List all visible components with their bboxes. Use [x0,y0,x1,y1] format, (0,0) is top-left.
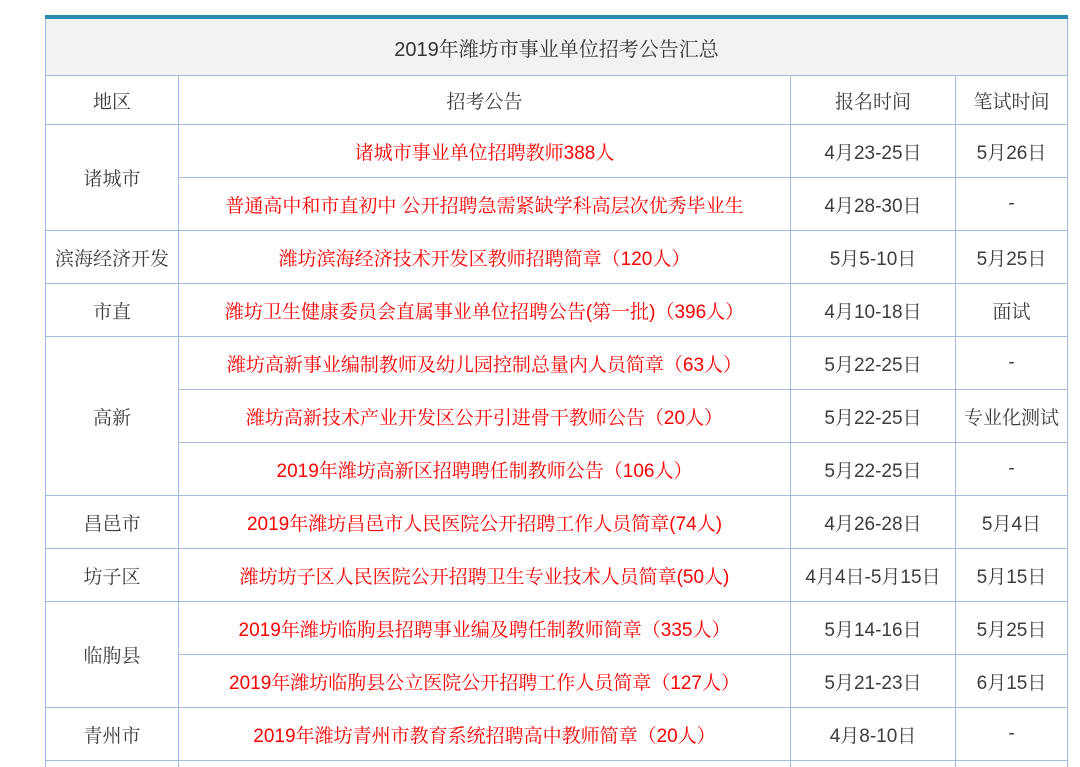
page-title: 2019年潍坊市事业单位招考公告汇总 [46,17,1068,76]
exam-time-cell: 专业化测试 [956,390,1068,443]
exam-time-cell: - [956,337,1068,390]
signup-time-cell: 5月21-23日 [791,655,956,708]
table-row [46,178,1068,231]
table-title-row [46,17,1068,76]
table-row [46,655,1068,708]
announcement-link[interactable]: 普通高中和市直初中 公开招聘急需紧缺学科高层次优秀毕业生 [225,195,744,217]
col-header-exam-time: 笔试时间 [956,76,1068,125]
exam-time-cell: 5月15日 [956,549,1068,602]
table-row [46,284,1068,337]
exam-time-cell: 6月15日 [956,655,1068,708]
table-row [46,708,1068,761]
announcement-cell [179,549,791,602]
region-cell: 高新 [46,337,179,496]
region-cell: 市直 [46,284,179,337]
exam-time-cell: 面试 [956,284,1068,337]
signup-time-cell: 4月8-10日 [791,708,956,761]
signup-time-cell: 5月22-25日 [791,337,956,390]
announcement-link[interactable]: 诸城市事业单位招聘教师388人 [354,142,615,164]
exam-time-cell: 5月25日 [956,602,1068,655]
announcement-link[interactable]: 潍坊高新事业编制教师及幼儿园控制总量内人员简章（63人） [226,354,743,376]
table-row [46,125,1068,178]
signup-time-cell: 5月22-25日 [791,390,956,443]
announcement-link[interactable]: 2019年潍坊临朐县公立医院公开招聘工作人员简章（127人） [229,672,740,694]
table-header-row [46,76,1068,125]
signup-time-cell: 4月23-25日 [791,125,956,178]
announcement-link[interactable]: 潍坊高新技术产业开发区公开引进骨干教师公告（20人） [245,407,724,429]
table-row [46,390,1068,443]
exam-time-cell: 5月26日 [956,125,1068,178]
announcement-cell [179,390,791,443]
region-cell: 青州市 [46,708,179,761]
announcement-cell [179,708,791,761]
col-header-announcement: 招考公告 [179,76,791,125]
announcement-cell [179,602,791,655]
announcement-cell [179,496,791,549]
announcement-link[interactable]: 2019年潍坊青州市教育系统招聘高中教师简章（20人） [253,725,716,747]
table-row [46,602,1068,655]
signup-time-cell: 5月14-16日 [791,602,956,655]
announcement-link[interactable]: 2019年潍坊昌邑市人民医院公开招聘工作人员简章(74人) [246,513,723,535]
signup-time-cell: 4月4日-5月15日 [791,549,956,602]
announcement-link[interactable]: 2019年潍坊高新区招聘聘任制教师公告（106人） [276,460,693,482]
empty-cell [179,761,791,767]
table-row [46,337,1068,390]
partial-row [46,761,1068,767]
announcement-cell [179,443,791,496]
announcement-cell [179,231,791,284]
announcement-link[interactable]: 2019年潍坊临朐县招聘事业编及聘任制教师简章（335人） [238,619,731,641]
region-cell: 坊子区 [46,549,179,602]
announcement-cell [179,178,791,231]
announcement-link[interactable]: 潍坊卫生健康委员会直属事业单位招聘公告(第一批)（396人） [224,301,745,323]
table-row [46,443,1068,496]
signup-time-cell: 4月26-28日 [791,496,956,549]
announcement-cell [179,125,791,178]
exam-time-cell: - [956,708,1068,761]
signup-time-cell: 5月22-25日 [791,443,956,496]
exam-time-cell: - [956,178,1068,231]
announcement-cell [179,284,791,337]
announcement-cell [179,337,791,390]
region-cell: 诸城市 [46,125,179,231]
signup-time-cell: 4月28-30日 [791,178,956,231]
table-row [46,496,1068,549]
exam-time-cell: - [956,443,1068,496]
empty-cell [791,761,956,767]
empty-cell [956,761,1068,767]
recruitment-announcements-table [45,15,1068,767]
signup-time-cell: 4月10-18日 [791,284,956,337]
empty-cell [46,761,179,767]
region-cell: 昌邑市 [46,496,179,549]
signup-time-cell: 5月5-10日 [791,231,956,284]
region-cell: 滨海经济开发 [46,231,179,284]
exam-time-cell: 5月25日 [956,231,1068,284]
exam-time-cell: 5月4日 [956,496,1068,549]
announcement-link[interactable]: 潍坊滨海经济技术开发区教师招聘简章（120人） [278,248,691,270]
col-header-signup-time: 报名时间 [791,76,956,125]
table-row [46,549,1068,602]
table-row [46,231,1068,284]
announcement-link[interactable]: 潍坊坊子区人民医院公开招聘卫生专业技术人员简章(50人) [239,566,730,588]
announcement-cell [179,655,791,708]
col-header-region: 地区 [46,76,179,125]
region-cell: 临朐县 [46,602,179,708]
